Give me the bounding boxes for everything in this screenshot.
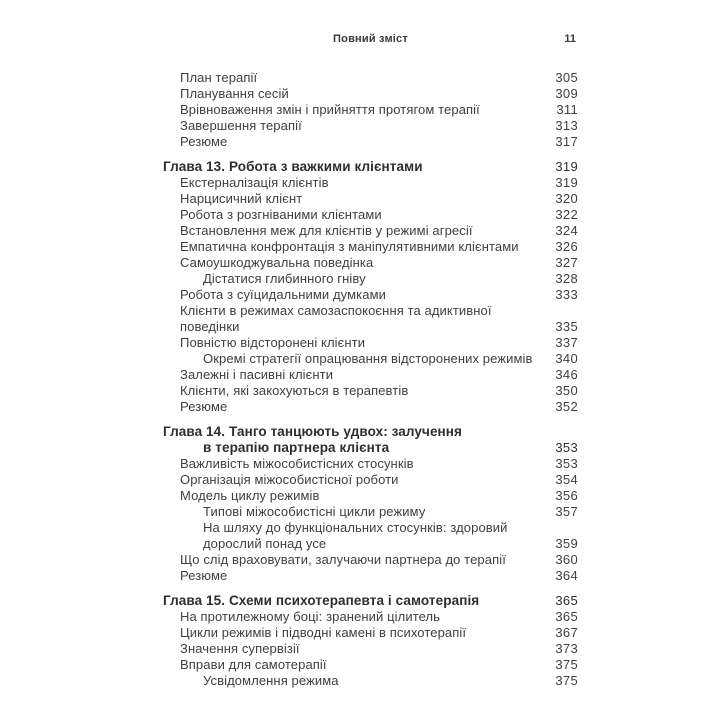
toc-entry-title [163, 552, 534, 568]
toc-entry-title-line: Клієнти в режимах самозаспокоєння та адиктивної [180, 303, 492, 318]
toc-entry [163, 239, 578, 255]
toc-entry-page-number: 313 [555, 118, 578, 133]
toc-entry-title-line: Значення супервізії [180, 641, 300, 656]
toc-entry-page-number: 317 [555, 134, 578, 149]
toc-entry-page-number: 319 [555, 159, 578, 174]
toc-entry [163, 118, 578, 134]
toc-entry-page-number: 353 [555, 440, 578, 455]
toc-entry-page-number: 346 [555, 367, 578, 382]
toc-entry-title [163, 399, 534, 415]
running-head-title: Повний зміст [333, 33, 408, 45]
toc-entry-title-line: Повністю відсторонені клієнти [180, 335, 366, 350]
toc-entry [163, 641, 578, 657]
toc-entry-title [163, 472, 534, 488]
toc-entry [163, 287, 578, 303]
toc-entry [163, 303, 578, 335]
toc-entry-title-line: Глава 15. Схеми психотерапевта і самотерапія [163, 593, 480, 608]
toc-entry-page-number: 333 [555, 287, 578, 302]
toc-entry-title [163, 255, 534, 271]
toc-entry-title-line: Організація міжособистісної роботи [180, 472, 399, 487]
toc-entry-title [163, 159, 534, 175]
toc-entry-page-number: 352 [555, 399, 578, 414]
toc-entry-page-number: 359 [555, 536, 578, 551]
toc-entry [163, 552, 578, 568]
toc-entry-page-number: 354 [555, 472, 578, 487]
toc-entry-title [163, 504, 534, 520]
toc-entry [163, 488, 578, 504]
toc-entry-title-line: дорослий понад усе [203, 536, 327, 551]
running-head [163, 33, 578, 49]
toc-entry-title-line: Глава 13. Робота з важкими клієнтами [163, 159, 423, 174]
toc-entry-title [163, 70, 534, 86]
toc-entry-title [163, 287, 534, 303]
toc-entry-title [163, 456, 534, 472]
toc-entry-title-line: На протилежному боці: зранений цілитель [180, 609, 441, 624]
toc-entry-page-number: 340 [555, 351, 578, 366]
toc-entry-title-line: Нарцисичний клієнт [180, 191, 303, 206]
toc-entry-title-line: Планування сесій [180, 86, 289, 101]
toc-entry-title [163, 351, 534, 367]
toc-entry-title-line: План терапії [180, 70, 258, 85]
toc-entry-page-number: 365 [555, 593, 578, 608]
toc-entry-title-line: Екстерналізація клієнтів [180, 175, 329, 190]
toc-entry-title-line: Самоушкоджувальна поведінка [180, 255, 374, 270]
toc-entry-page-number: 353 [555, 456, 578, 471]
toc-entry-title-line: Типові міжособистісні цикли режиму [203, 504, 426, 519]
toc-entry [163, 70, 578, 86]
toc-entry-title-line: Робота з суїцидальними думками [180, 287, 386, 302]
toc-entry-title-line: Встановлення меж для клієнтів у режимі агресії [180, 223, 473, 238]
toc-entry [163, 102, 578, 118]
toc-entry [163, 520, 578, 552]
toc-entry-title-line: Робота з розгніваними клієнтами [180, 207, 382, 222]
toc-entry-page-number: 335 [555, 319, 578, 334]
toc-entry-title-line: Модель циклу режимів [180, 488, 320, 503]
toc-entry-title-line: Завершення терапії [180, 118, 302, 133]
toc-entry-page-number: 367 [555, 625, 578, 640]
toc-entry-title-line: Резюме [180, 568, 228, 583]
toc-entry-title [163, 609, 534, 625]
toc-entry-title [163, 239, 534, 255]
toc-entry [163, 456, 578, 472]
toc-entry [163, 367, 578, 383]
toc-entry-page-number: 360 [555, 552, 578, 567]
toc-entry-title [163, 520, 534, 552]
toc-entry-title [163, 175, 534, 191]
toc-entry-page-number: 322 [555, 207, 578, 222]
toc-entry-page-number: 375 [555, 673, 578, 688]
toc-entry-title-line: поведінки [180, 319, 240, 334]
toc-entry [163, 191, 578, 207]
toc-entry-page-number: 327 [555, 255, 578, 270]
toc-entry-page-number: 319 [555, 175, 578, 190]
toc-entry [163, 223, 578, 239]
toc-entry-title [163, 488, 534, 504]
toc-entry-page-number: 309 [555, 86, 578, 101]
toc-entry [163, 351, 578, 367]
toc-entry-title-line: Клієнти, які закохуються в терапевтів [180, 383, 409, 398]
toc-entry-page-number: 324 [555, 223, 578, 238]
toc-entry-title-line: Резюме [180, 134, 228, 149]
toc-entry-title [163, 367, 534, 383]
toc-entry-title [163, 102, 534, 118]
toc-entry-title-line: Цикли режимів і підводні камені в психотерапії [180, 625, 467, 640]
toc-entry-title-line: в терапію партнера клієнта [203, 440, 390, 455]
toc-entry-title-line: Важливість міжособистісних стосунків [180, 456, 414, 471]
toc-entry-title [163, 424, 534, 456]
table-of-contents [163, 70, 578, 689]
toc-entry-title-line: Емпатична конфронтація з маніпулятивними клієнтами [180, 239, 519, 254]
toc-entry [163, 673, 578, 689]
toc-entry-title-line: Дістатися глибинного гніву [203, 271, 366, 286]
toc-entry-title [163, 118, 534, 134]
running-head-page-number: 11 [564, 33, 576, 45]
toc-entry-title [163, 86, 534, 102]
toc-entry-page-number: 357 [555, 504, 578, 519]
toc-entry-page-number: 320 [555, 191, 578, 206]
toc-entry-title [163, 383, 534, 399]
toc-entry-title [163, 625, 534, 641]
toc-entry-page-number: 375 [555, 657, 578, 672]
toc-entry-title-line: Залежні і пасивні клієнти [180, 367, 334, 382]
toc-entry-title [163, 191, 534, 207]
toc-entry-page-number: 311 [556, 102, 578, 117]
toc-entry [163, 134, 578, 150]
toc-chapter-entry [163, 159, 578, 175]
toc-entry-page-number: 365 [555, 609, 578, 624]
toc-entry-page-number: 305 [555, 70, 578, 85]
toc-entry [163, 568, 578, 584]
toc-entry-title-line: Усвідомлення режима [203, 673, 339, 688]
toc-entry-title [163, 335, 534, 351]
toc-entry-title [163, 207, 534, 223]
toc-entry [163, 86, 578, 102]
toc-entry-title-line: Резюме [180, 399, 228, 414]
toc-entry-title-line: Що слід враховувати, залучаючи партнера до терапії [180, 552, 506, 567]
toc-entry [163, 255, 578, 271]
toc-entry [163, 335, 578, 351]
toc-entry-title-line: Врівноваження змін і прийняття протягом терапії [180, 102, 480, 117]
toc-chapter-entry [163, 424, 578, 456]
toc-entry-page-number: 337 [555, 335, 578, 350]
toc-entry-page-number: 326 [555, 239, 578, 254]
toc-entry-page-number: 356 [555, 488, 578, 503]
toc-entry-title [163, 657, 534, 673]
toc-entry-title [163, 134, 534, 150]
toc-entry [163, 609, 578, 625]
toc-entry [163, 625, 578, 641]
toc-chapter-entry [163, 593, 578, 609]
toc-entry [163, 504, 578, 520]
toc-entry-title-line: Вправи для самотерапії [180, 657, 327, 672]
toc-entry-title [163, 673, 534, 689]
toc-entry-title [163, 303, 534, 335]
toc-entry-title [163, 568, 534, 584]
toc-entry-title [163, 223, 534, 239]
toc-entry-page-number: 350 [555, 383, 578, 398]
toc-entry-title-line: Глава 14. Танго танцюють удвох: залучення [163, 424, 463, 439]
toc-entry-title [163, 641, 534, 657]
toc-entry-page-number: 373 [555, 641, 578, 656]
toc-entry-title [163, 271, 534, 287]
toc-entry [163, 657, 578, 673]
toc-entry [163, 472, 578, 488]
toc-entry-page-number: 328 [555, 271, 578, 286]
toc-entry-title-line: На шляху до функціональних стосунків: здоровий [203, 520, 508, 535]
toc-entry [163, 383, 578, 399]
toc-entry [163, 399, 578, 415]
toc-entry-title [163, 593, 534, 609]
toc-entry-title-line: Окремі стратегії опрацювання відсторонених режимів [203, 351, 533, 366]
toc-entry [163, 175, 578, 191]
toc-entry [163, 207, 578, 223]
toc-entry-page-number: 364 [555, 568, 578, 583]
toc-entry [163, 271, 578, 287]
